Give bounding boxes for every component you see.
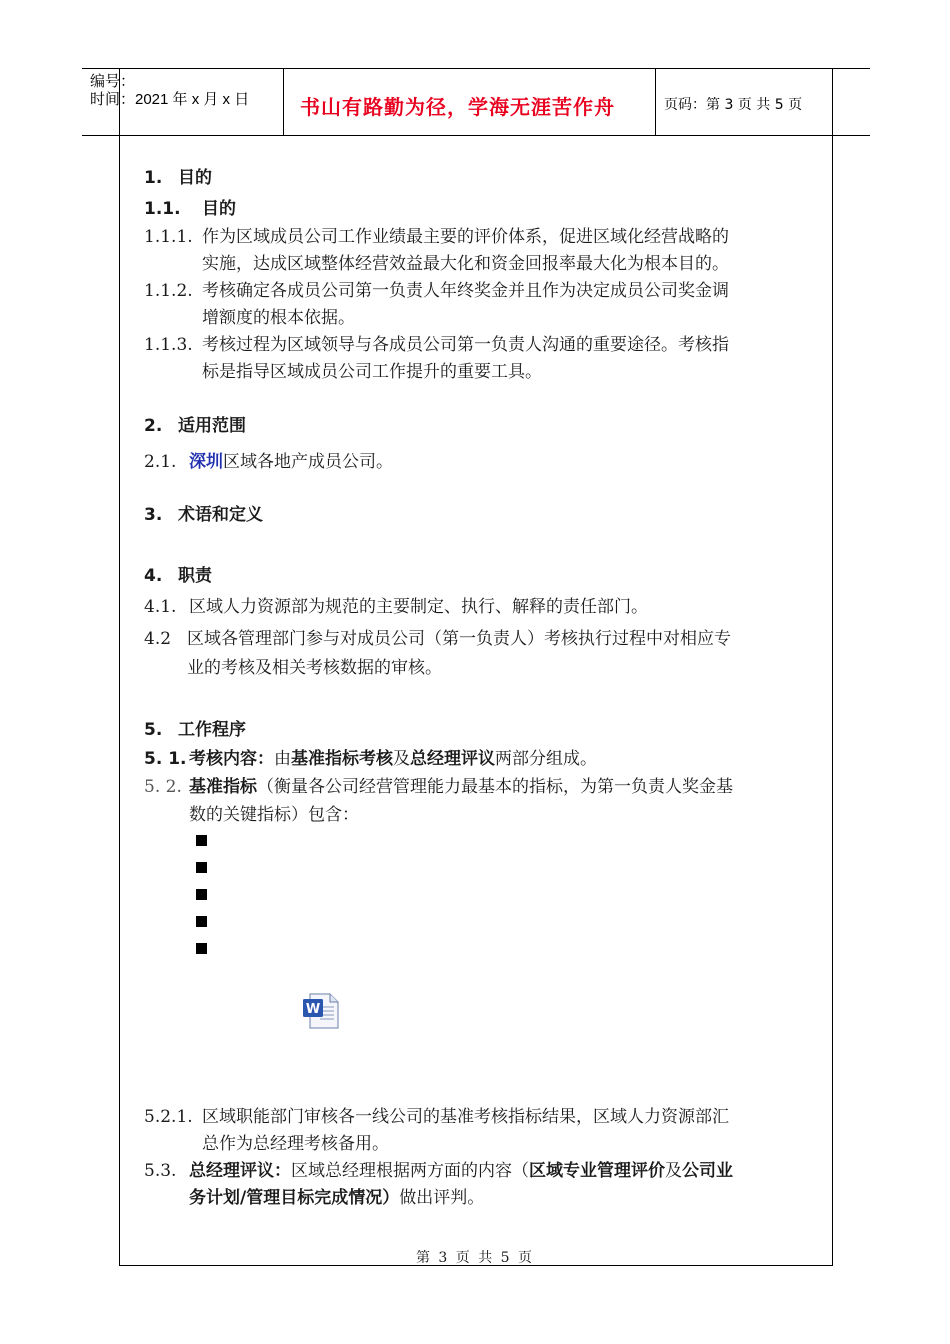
clause-number: 1.1.3. xyxy=(144,335,193,355)
header-divider-1 xyxy=(283,68,284,135)
list-item xyxy=(196,829,229,856)
square-bullet-icon xyxy=(196,835,207,846)
bold-term: 基准指标考核 xyxy=(291,749,393,769)
list-item xyxy=(196,856,229,883)
clause-number: 1.1.1. xyxy=(144,227,193,247)
text-part: 区域总经理根据两方面的内容（ xyxy=(291,1161,529,1181)
list-item xyxy=(196,883,229,910)
clause-5-2 xyxy=(144,774,733,801)
section-5-heading xyxy=(144,717,246,744)
square-bullet-icon xyxy=(196,889,207,900)
list-item xyxy=(196,910,229,937)
bold-term: 公司业 xyxy=(682,1161,733,1181)
bold-term: 务计划/管理目标完成情况） xyxy=(189,1188,400,1208)
clause-1-1-1-cont: 实施，达成区域整体经营效益最大化和资金回报率最大化为根本目的。 xyxy=(202,254,729,274)
clause-1-1-1 xyxy=(144,224,729,251)
header-motto: 书山有路勤为径，学海无涯苦作舟 xyxy=(300,95,615,119)
clause-number: 4.2 xyxy=(144,629,172,649)
page-footer: 第 3 页 共 5 页 xyxy=(415,1250,535,1266)
clause-label: 考核内容： xyxy=(189,749,274,769)
section-3-heading xyxy=(144,502,263,529)
section-number: 2. xyxy=(144,416,163,436)
clause-text xyxy=(189,746,597,773)
list-item xyxy=(196,937,229,964)
text-part: 两部分组成。 xyxy=(495,749,597,769)
clause-number: 5.3. xyxy=(144,1161,177,1181)
section-title: 目的 xyxy=(202,199,236,219)
date-label: 时间：2021 年 x 月 x 日 xyxy=(90,91,250,108)
clause-number: 5.2.1. xyxy=(144,1107,193,1127)
section-title: 职责 xyxy=(178,566,212,586)
clause-text-line1: 区域各管理部门参与对成员公司（第一负责人）考核执行过程中对相应专 xyxy=(187,629,731,649)
clause-5-1 xyxy=(144,746,597,773)
clause-1-1-3 xyxy=(144,332,729,359)
clause-1-1-3-cont: 标是指导区域成员公司工作提升的重要工具。 xyxy=(202,362,542,382)
section-1-heading xyxy=(144,165,212,192)
clause-4-1 xyxy=(144,594,648,621)
header-divider-2 xyxy=(655,68,656,135)
frame-right-rule xyxy=(832,68,833,1266)
square-bullet-icon xyxy=(196,862,207,873)
clause-text xyxy=(189,774,733,801)
frame-left-rule xyxy=(119,68,120,1266)
clause-text-line1: 考核过程为区域领导与各成员公司第一负责人沟通的重要途径。考核指 xyxy=(202,335,729,355)
square-bullet-icon xyxy=(196,916,207,927)
clause-label: 基准指标 xyxy=(189,777,257,797)
clause-text-line1: 区域职能部门审核各一线公司的基准考核指标结果，区域人力资源部汇 xyxy=(202,1107,729,1127)
svg-text:W: W xyxy=(305,1002,321,1017)
text-part: （衡量各公司经营管理能力最基本的指标，为第一负责人奖金基 xyxy=(257,777,733,797)
clause-4-2-cont: 业的考核及相关考核数据的审核。 xyxy=(187,658,442,678)
clause-5-2-cont: 数的关键指标）包含： xyxy=(189,805,359,825)
section-number: 5. xyxy=(144,720,163,740)
text-part: 由 xyxy=(274,749,291,769)
clause-5-3-cont xyxy=(189,1185,484,1212)
square-bullet-icon xyxy=(196,943,207,954)
header-bottom-rule xyxy=(82,135,870,136)
city-highlight: 深圳 xyxy=(189,452,223,472)
text-part: 及 xyxy=(665,1161,682,1181)
clause-number: 5. 2. xyxy=(144,777,182,797)
section-2-heading xyxy=(144,413,246,440)
clause-1-1-2-cont: 增额度的根本依据。 xyxy=(202,308,355,328)
clause-rest: 区域各地产成员公司。 xyxy=(223,452,393,472)
clause-5-2-1 xyxy=(144,1104,729,1131)
clause-5-3 xyxy=(144,1158,733,1185)
clause-number: 1.1.2. xyxy=(144,281,193,301)
section-title: 术语和定义 xyxy=(178,505,263,525)
section-title: 适用范围 xyxy=(178,416,246,436)
word-document-icon[interactable] xyxy=(302,993,340,1029)
section-number: 3. xyxy=(144,505,163,525)
bold-term: 总经理评议 xyxy=(410,749,495,769)
section-title: 目的 xyxy=(178,168,212,188)
clause-text-line1: 考核确定各成员公司第一负责人年终奖金并且作为决定成员公司奖金调 xyxy=(202,281,729,301)
section-number: 4. xyxy=(144,566,163,586)
section-title: 工作程序 xyxy=(178,720,246,740)
clause-text xyxy=(189,449,393,476)
section-1-1-heading xyxy=(144,196,236,223)
number-label: 编号： xyxy=(90,73,136,90)
section-number: 1.1. xyxy=(144,199,181,219)
clause-number: 5. 1. xyxy=(144,749,187,769)
clause-2-1 xyxy=(144,449,393,476)
bold-term: 区域专业管理评价 xyxy=(529,1161,665,1181)
section-4-heading xyxy=(144,563,212,590)
section-number: 1. xyxy=(144,168,163,188)
header-page-info: 页码：第 3 页 共 5 页 xyxy=(664,97,803,113)
clause-number: 4.1. xyxy=(144,597,177,617)
clause-text: 区域人力资源部为规范的主要制定、执行、解释的责任部门。 xyxy=(189,597,648,617)
text-part: 做出评判。 xyxy=(399,1188,485,1208)
clause-number: 2.1. xyxy=(144,452,177,472)
clause-label: 总经理评议： xyxy=(189,1161,291,1181)
header-top-rule xyxy=(82,68,870,69)
text-part: 及 xyxy=(393,749,410,769)
clause-4-2 xyxy=(144,626,731,653)
clause-5-2-1-cont: 总作为总经理考核备用。 xyxy=(202,1134,389,1154)
clause-text-line1: 作为区域成员公司工作业绩最主要的评价体系，促进区域化经营战略的 xyxy=(202,227,729,247)
clause-1-1-2 xyxy=(144,278,729,305)
clause-text xyxy=(189,1158,733,1185)
